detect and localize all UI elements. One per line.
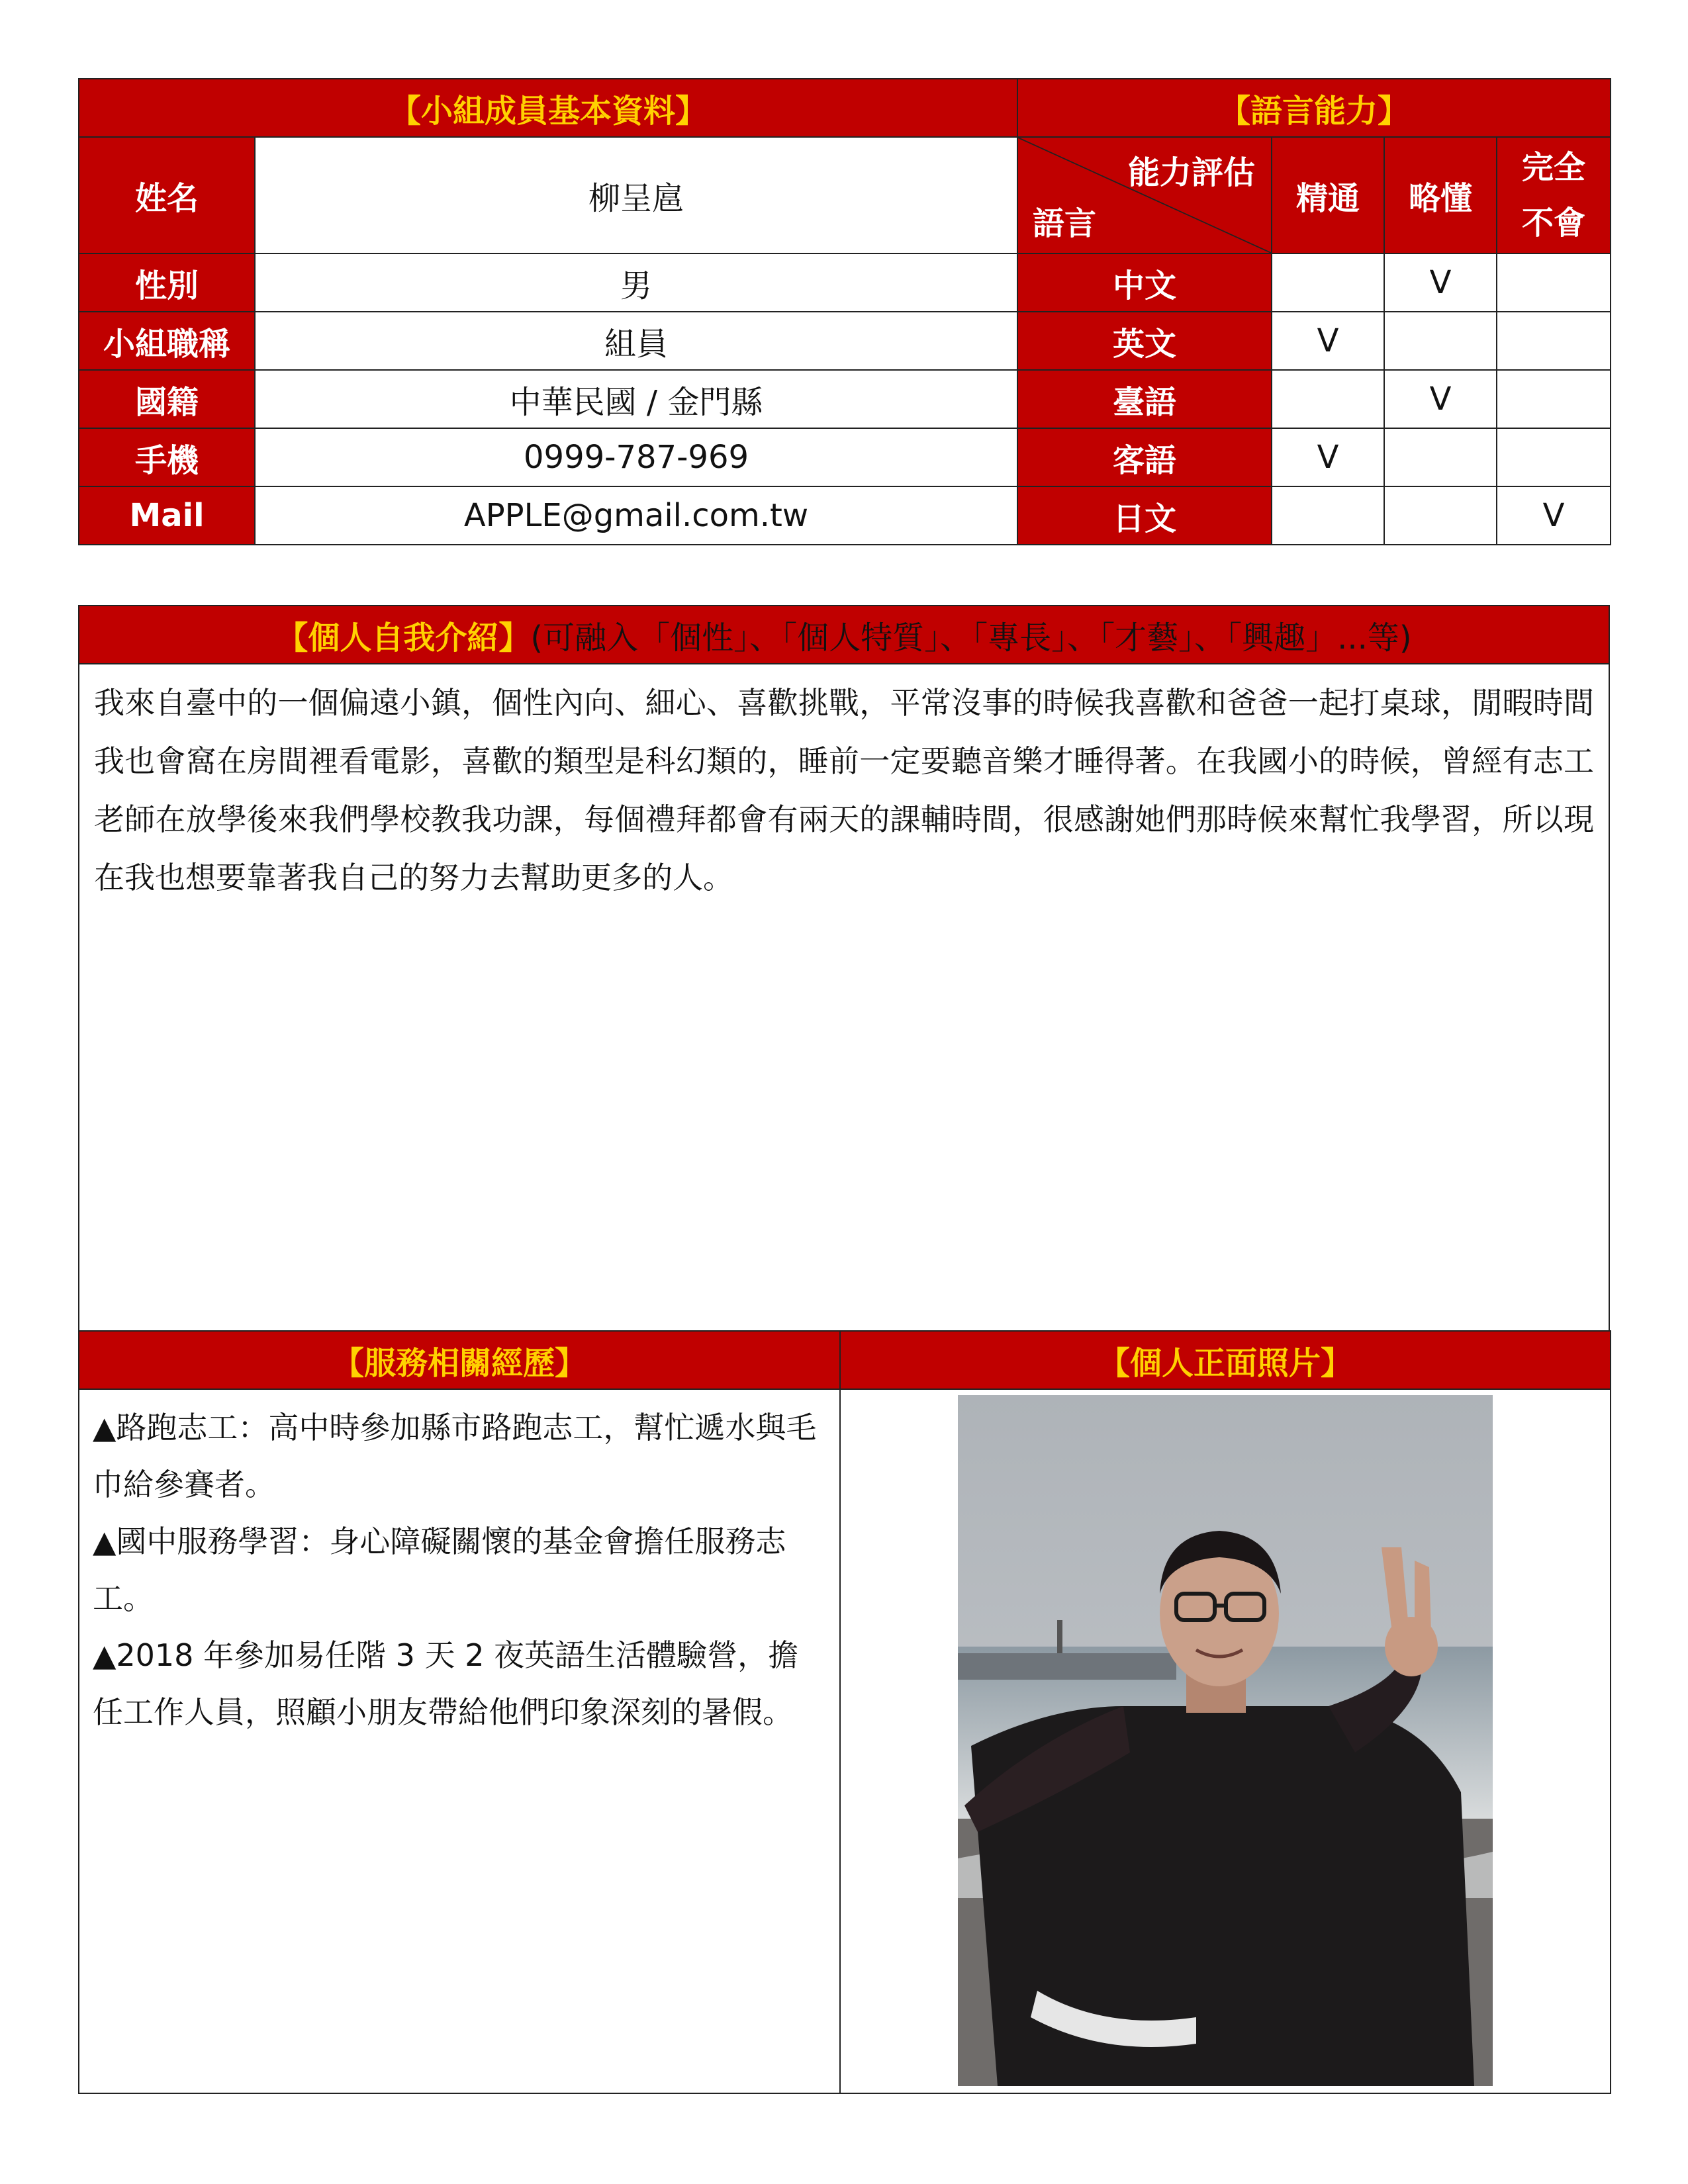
service-item: ▲路跑志工：高中時參加縣市路跑志工，幫忙遞水與毛巾給參賽者。 (93, 1410, 817, 1502)
language-name: 中文 (1017, 253, 1272, 312)
intro-text: 我來自臺中的一個偏遠小鎮，個性內向、細心、喜歡挑戰，平常沒事的時候我喜歡和爸爸一起打桌球，閒暇時間我也會窩在房間裡看電影，喜歡的類型是科幻類的，睡前一定要聽音樂才睡得著。在我國小的時候，曾經有志工老師在放學後來我們學校教我功課，每個禮拜都會有兩天的課輔時間，很感謝她們那時候來幫忙我學習，所以現在我也想要靠著我自己的努力去幫助更多的人。 (94, 685, 1594, 895)
gender-value: 男 (255, 253, 1017, 312)
language-name: 客語 (1017, 428, 1272, 486)
mark-none (1497, 370, 1611, 428)
name-value: 柳呈扈 (255, 137, 1017, 253)
mark-fluent (1272, 370, 1384, 428)
mark-some: V (1384, 253, 1497, 312)
portrait-illustration (958, 1395, 1493, 2086)
level-none-line2: 不會 (1522, 205, 1586, 242)
intro-table (78, 605, 1610, 1390)
mark-some (1384, 428, 1497, 486)
mark-some: V (1384, 370, 1497, 428)
intro-note: (可融入「個性」、「個人特質」、「專長」、「才藝」、「興趣」...等) (530, 619, 1412, 657)
name-label: 姓名 (79, 137, 255, 253)
role-label: 小組職稱 (79, 312, 255, 370)
level-some-header: 略懂 (1384, 137, 1497, 253)
language-name: 日文 (1017, 486, 1272, 545)
service-item: ▲2018 年參加易任階 3 天 2 夜英語生活體驗營，擔任工作人員，照顧小朋友帶給他們印象深刻的暑假。 (93, 1637, 799, 1730)
intro-header-cell (79, 606, 1609, 664)
basic-info-header: 【小組成員基本資料】 (79, 79, 1017, 137)
mark-some (1384, 486, 1497, 545)
service-body-cell (79, 1389, 840, 2093)
mark-fluent (1272, 253, 1384, 312)
role-value: 組員 (255, 312, 1017, 370)
mark-fluent: V (1272, 312, 1384, 370)
mail-label: Mail (79, 486, 255, 545)
service-photo-table (78, 1330, 1611, 2094)
intro-body-cell (79, 664, 1609, 1389)
photo-body-cell (840, 1389, 1611, 2093)
language-name: 英文 (1017, 312, 1272, 370)
mark-none (1497, 428, 1611, 486)
nationality-label: 國籍 (79, 370, 255, 428)
mail-value: APPLE@gmail.com.tw (255, 486, 1017, 545)
mark-some (1384, 312, 1497, 370)
level-none-header (1497, 137, 1611, 253)
basic-info-table (78, 78, 1611, 545)
language-name: 臺語 (1017, 370, 1272, 428)
service-item: ▲國中服務學習：身心障礙關懷的基金會擔任服務志工。 (93, 1524, 786, 1616)
level-none-line1: 完全 (1522, 149, 1586, 186)
service-header: 【服務相關經歷】 (79, 1331, 840, 1389)
photo-header: 【個人正面照片】 (840, 1331, 1611, 1389)
gender-label: 性別 (79, 253, 255, 312)
intro-header: 【個人自我介紹】 (276, 619, 531, 657)
language-header: 【語言能力】 (1017, 79, 1611, 137)
profile-photo (958, 1395, 1493, 2086)
corner-top-label: 能力評估 (1128, 154, 1256, 191)
service-list (79, 1390, 839, 1750)
language-corner-cell (1017, 137, 1272, 253)
level-fluent-header: 精通 (1272, 137, 1384, 253)
mark-none (1497, 253, 1611, 312)
phone-label: 手機 (79, 428, 255, 486)
phone-value: 0999-787-969 (255, 428, 1017, 486)
corner-bottom-label: 語言 (1033, 205, 1097, 242)
mark-none: V (1497, 486, 1611, 545)
nationality-value: 中華民國 / 金門縣 (255, 370, 1017, 428)
mark-none (1497, 312, 1611, 370)
mark-fluent (1272, 486, 1384, 545)
mark-fluent: V (1272, 428, 1384, 486)
